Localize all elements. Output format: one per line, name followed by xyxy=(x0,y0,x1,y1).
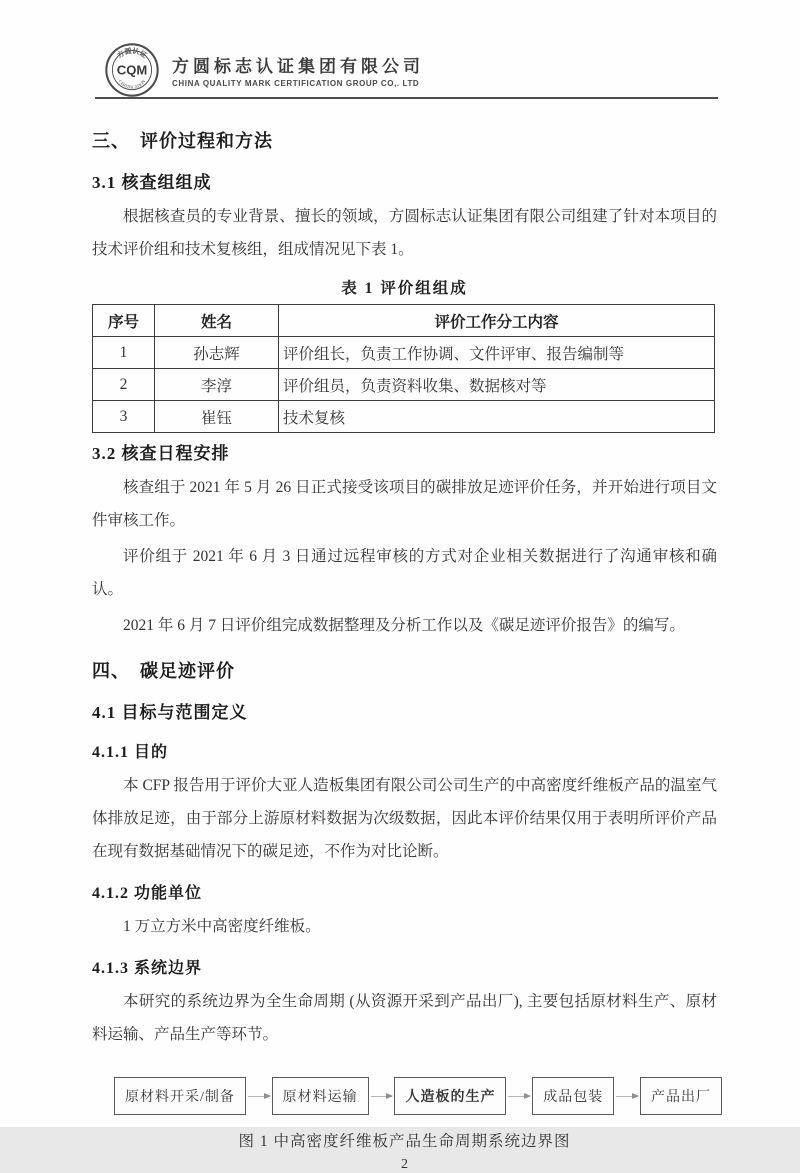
cell-name: 崔钰 xyxy=(155,401,279,433)
paragraph-3-1: 根据核查员的专业背景、擅长的领域，方圆标志认证集团有限公司组建了针对本项目的技术评价组和技术复核组，组成情况见下表 1。 xyxy=(92,208,717,258)
logo-arc-top-text: 方圆认证 xyxy=(115,46,149,60)
figure1-caption: 图 1 中高密度纤维板产品生命周期系统边界图 xyxy=(238,1133,571,1150)
arrow-right-icon xyxy=(371,1096,393,1097)
col-header-index: 序号 xyxy=(93,305,155,337)
table-header-row xyxy=(93,305,715,337)
heading-4-1: 4.1 目标与范围定义 xyxy=(92,703,248,722)
cell-index: 3 xyxy=(93,401,155,433)
col-header-duty: 评价工作分工内容 xyxy=(279,305,715,337)
org-names xyxy=(172,52,424,88)
paragraph-3-2-a: 核查组于 2021 年 5 月 26 日正式接受该项目的碳排放足迹评价任务，并开始进行项目文件审核工作。 xyxy=(92,479,717,529)
figure-lifecycle-flow xyxy=(114,1077,722,1115)
flow-box-product-shipment: 产品出厂 xyxy=(640,1077,722,1115)
heading-4-1-1: 4.1.1 目的 xyxy=(92,744,169,761)
cell-name: 李淳 xyxy=(155,369,279,401)
cell-name: 孙志辉 xyxy=(155,337,279,369)
cqm-logo-icon xyxy=(104,42,160,98)
heading-section-4: 四、 碳足迹评价 xyxy=(92,661,235,681)
heading-section-3: 三、 评价过程和方法 xyxy=(92,131,273,151)
header-divider xyxy=(95,97,718,99)
table-evaluation-team xyxy=(92,304,715,433)
heading-4-1-3: 4.1.3 系统边界 xyxy=(92,960,203,977)
paragraph-4-1-2: 1 万立方米中高密度纤维板。 xyxy=(123,918,321,935)
heading-3-1: 3.1 核查组组成 xyxy=(92,173,212,192)
flow-box-panel-production: 人造板的生产 xyxy=(394,1077,506,1115)
paragraph-4-1-3: 本研究的系统边界为全生命周期 (从资源开采到产品出厂), 主要包括原材料生产、原材料运输、产品生产等环节。 xyxy=(92,993,717,1043)
svg-text:CERTIFICATION xyxy=(118,79,147,90)
document-header xyxy=(104,42,424,98)
table-row xyxy=(93,369,715,401)
flow-box-raw-material-extraction: 原材料开采/制备 xyxy=(114,1077,246,1115)
heading-3-2: 3.2 核查日程安排 xyxy=(92,444,230,463)
paragraph-4-1-1: 本 CFP 报告用于评价大亚人造板集团有限公司公司生产的中高密度纤维板产品的温室气体排放足迹，由于部分上游原材料数据为次级数据，因此本评价结果仅用于表明所评价产品在现有数据基础情况下的碳足迹，不作为对比论断。 xyxy=(92,777,717,860)
table1-caption: 表 1 评价组组成 xyxy=(341,280,468,297)
logo-arc-bottom-text: CERTIFICATION xyxy=(117,78,147,90)
arrow-right-icon xyxy=(248,1096,270,1097)
cell-duty: 技术复核 xyxy=(279,401,715,433)
flow-box-raw-material-transport: 原材料运输 xyxy=(272,1077,369,1115)
paragraph-3-2-b: 评价组于 2021 年 6 月 3 日通过远程审核的方式对企业相关数据进行了沟通审核和确认。 xyxy=(92,548,717,598)
table-row xyxy=(93,337,715,369)
heading-4-1-2: 4.1.2 功能单位 xyxy=(92,885,203,902)
flow-box-finished-packaging: 成品包装 xyxy=(532,1077,614,1115)
table-row xyxy=(93,401,715,433)
cell-index: 2 xyxy=(93,369,155,401)
page-number: 2 xyxy=(401,1157,408,1172)
col-header-name: 姓名 xyxy=(155,305,279,337)
cell-duty: 评价组长，负责工作协调、文件评审、报告编制等 xyxy=(279,337,715,369)
logo-acronym: CQM xyxy=(116,62,148,78)
arrow-right-icon xyxy=(508,1096,530,1097)
document-body xyxy=(92,112,717,1173)
arrow-right-icon xyxy=(616,1096,638,1097)
org-name-en: CHINA QUALITY MARK CERTIFICATION GROUP CO,. LTD xyxy=(172,79,420,88)
paragraph-3-2-c: 2021 年 6 月 7 日评价组完成数据整理及分析工作以及《碳足迹评价报告》的编写。 xyxy=(123,617,685,634)
cell-index: 1 xyxy=(93,337,155,369)
org-name-cn: 方圆标志认证集团有限公司 xyxy=(172,57,424,76)
cell-duty: 评价组员，负责资料收集、数据核对等 xyxy=(279,369,715,401)
